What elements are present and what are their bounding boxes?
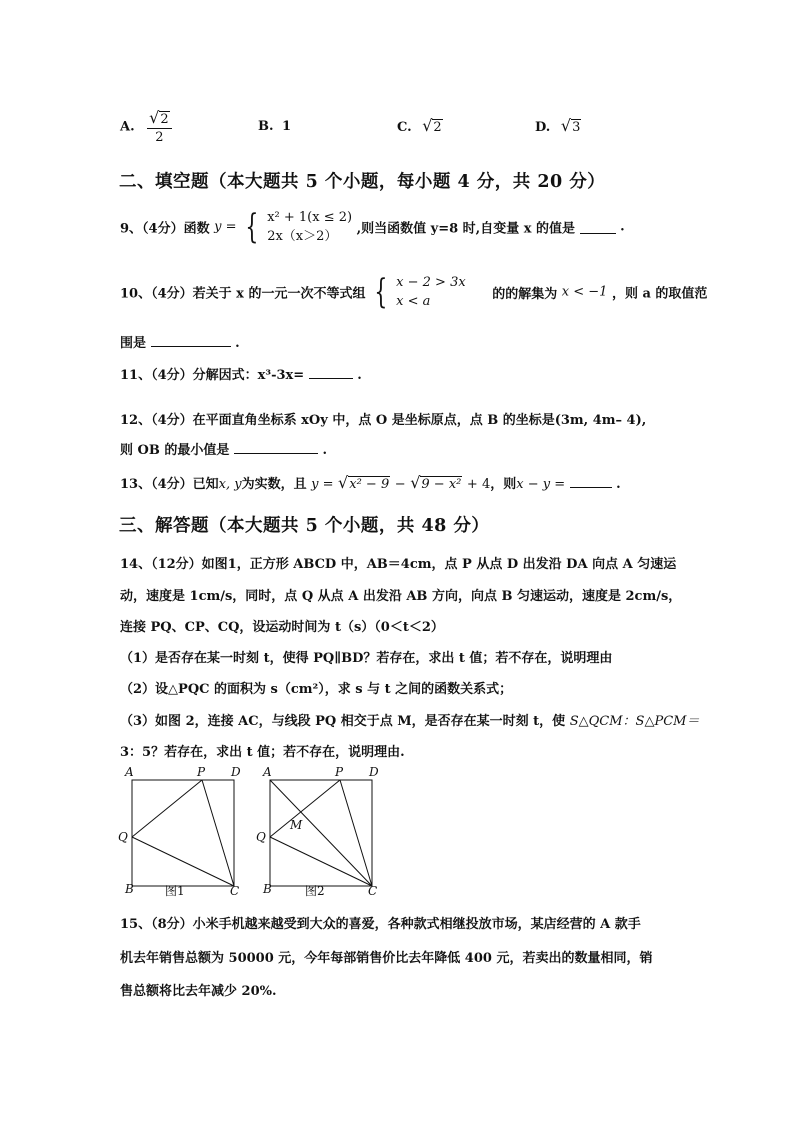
figure-1 <box>132 780 234 886</box>
q9-yeq: y = <box>214 219 237 235</box>
question-12-line-2 <box>120 439 327 458</box>
option-d: D. √3 <box>535 116 581 135</box>
question-10-line-2 <box>120 332 240 351</box>
fig2-segment-pc <box>340 780 372 886</box>
q11-end: . <box>357 368 362 383</box>
geometry-figures <box>110 762 410 902</box>
q9-answer-blank[interactable] <box>580 221 616 234</box>
option-a-denominator: 2 <box>155 130 164 145</box>
q12-line-1: 12、（4分）在平面直角坐标系 xOy 中，点 O 是坐标原点，点 B 的坐标是(3m, 4m– 4), <box>120 413 647 428</box>
fig1-label-a: A <box>125 765 134 779</box>
q14-sub-3a: （3）如图 2，连接 AC，与线段 PQ 相交于点 M，是否存在某一时刻 t，使 <box>120 714 566 729</box>
q15-line-1: 15、（8分）小米手机越来越受到大众的喜爱，各种款式相继投放市场，某店经营的 A 款手 <box>120 917 641 932</box>
option-b <box>258 119 291 134</box>
fig2-label-p: P <box>335 765 344 779</box>
q9-suffix: ,则当函数值 y=8 时,自变量 x 的值是 <box>356 221 576 237</box>
option-d-label: D. <box>535 120 551 135</box>
q13-plus: + 4 <box>466 477 491 492</box>
fig1-label-b: B <box>125 882 134 896</box>
q14-line-1: 14、（12分）如图1，正方形 ABCD 中，AB＝4cm，点 P 从点 D 出发沿 DA 向点 A 匀速运 <box>120 557 677 572</box>
fig1-segment-pq <box>132 780 202 837</box>
q10-middle: 的的解集为 <box>492 286 558 302</box>
q13-vars: x, y <box>218 477 242 492</box>
option-a-numerator: 2 <box>160 112 169 127</box>
figure-1-labels <box>118 765 241 898</box>
q10-line2-text: 围是 <box>120 336 147 351</box>
q14-sub-3-ratio: S△QCM：S△PCM＝ <box>569 714 700 729</box>
question-10 <box>120 273 707 317</box>
q13-minus: − <box>394 477 406 492</box>
q12-end: . <box>322 443 327 458</box>
question-13: 13、（4分）已知x, y为实数，且 y = √x² − 9 − √9 − x² + 4，则x − y = . <box>120 473 621 492</box>
option-a-fraction: $\frac{√2}{2}$ <box>147 110 171 144</box>
fig1-segment-qc <box>132 837 234 886</box>
section-2-heading: 二、填空题（本大题共 5 个小题，每小题 4 分，共 20 分） <box>119 172 606 192</box>
option-a-label: A. <box>120 119 135 135</box>
fig1-segment-pc <box>202 780 234 886</box>
q14-sub-2: （2）设△PQC 的面积为 s（cm²），求 s 与 t 之间的函数关系式； <box>120 682 513 697</box>
q14-line-3: 连接 PQ、CP、CQ，设运动时间为 t（s）（0＜t＜2） <box>120 620 444 635</box>
q15-line-3: 售总额将比去年减少 20%. <box>120 984 277 999</box>
q14-sub-3-line-2: 3：5？若存在，求出 t 值；若不存在，说明理由. <box>120 745 405 760</box>
fig1-label-d: D <box>231 765 241 779</box>
q15-line-2: 机去年销售总额为 50000 元，今年每部销售价比去年降低 400 元，若卖出的数量相同，销 <box>120 951 653 966</box>
q10-line-2: x < a <box>396 294 431 309</box>
fig2-label-q: Q <box>256 830 266 844</box>
option-c-label: C. <box>397 120 412 135</box>
question-12 <box>120 409 646 428</box>
option-c-value: 2 <box>433 120 442 135</box>
q9-cases <box>267 208 352 246</box>
q10-prefix: 10、（4分）若关于 x 的一元一次不等式组 <box>120 286 366 302</box>
option-b-label: B. <box>258 119 274 134</box>
q14-sub-1: （1）是否存在某一时刻 t，使得 PQ∥BD？若存在，求出 t 值；若不存在，说明理由 <box>120 651 613 666</box>
q13-mid: 为实数，且 <box>241 477 307 492</box>
fig2-label-b: B <box>263 882 272 896</box>
q9-case-1: x² + 1(x ≤ 2) <box>267 210 353 225</box>
option-d-value: 3 <box>572 120 581 135</box>
q10-condition: x < −1 <box>561 284 608 300</box>
q9-case-2: 2x（x＞2） <box>267 229 338 244</box>
figure-1-caption: 图1 <box>165 884 185 898</box>
q13-ask: x − y = <box>516 477 566 492</box>
fig2-label-a: A <box>263 765 272 779</box>
option-b-value: 1 <box>282 119 292 134</box>
fig2-label-m: M <box>290 818 303 832</box>
q10-answer-blank[interactable] <box>151 334 231 347</box>
q13-then: ，则 <box>490 477 517 492</box>
q12-answer-blank[interactable] <box>234 441 318 454</box>
q11-answer-blank[interactable] <box>309 366 353 379</box>
q9-prefix: 9、（4分）函数 <box>120 221 210 237</box>
q13-radicand-2: 9 − x² <box>421 477 462 492</box>
fig2-label-c: C <box>368 884 378 898</box>
q14-sub-3-line-1 <box>120 710 699 729</box>
q13-y-eq: y = <box>311 477 334 492</box>
figure-2 <box>270 780 372 886</box>
fig1-label-p: P <box>197 765 206 779</box>
option-a <box>120 110 172 144</box>
fig2-label-d: D <box>369 765 379 779</box>
option-c: C. √2 <box>397 116 442 135</box>
q10-brace: { <box>374 272 388 312</box>
q11-expression: x³-3x= <box>257 368 305 383</box>
fig1-label-q: Q <box>118 830 128 844</box>
q12-line-2: 则 OB 的最小值是 <box>120 443 230 458</box>
q10-suffix: ，则 a 的取值范 <box>611 286 708 302</box>
q13-answer-blank[interactable] <box>570 475 612 488</box>
q10-system <box>396 273 466 311</box>
q10-end: . <box>235 336 240 351</box>
fig2-segment-pq <box>270 780 340 837</box>
fig2-segment-qc <box>270 837 372 886</box>
question-9 <box>120 208 625 254</box>
q11-prefix: 11、（4分）分解因式： <box>120 368 258 383</box>
fig1-label-c: C <box>230 884 240 898</box>
q9-end: . <box>620 219 625 235</box>
figure-2-caption: 图2 <box>305 884 325 898</box>
q14-line-2: 动，速度是 1cm/s，同时，点 Q 从点 A 出发沿 AB 方向，向点 B 匀速运动，速度是 2cm/s， <box>120 589 682 604</box>
section-3-heading: 三、解答题（本大题共 5 个小题，共 48 分） <box>119 516 490 536</box>
q10-line-1: x − 2 > 3x <box>396 275 466 290</box>
q13-radicand-1: x² − 9 <box>349 477 390 492</box>
q13-prefix: 13、（4分）已知 <box>120 477 219 492</box>
question-11 <box>120 364 362 383</box>
q9-brace: { <box>245 207 259 247</box>
q13-end: . <box>616 477 621 492</box>
